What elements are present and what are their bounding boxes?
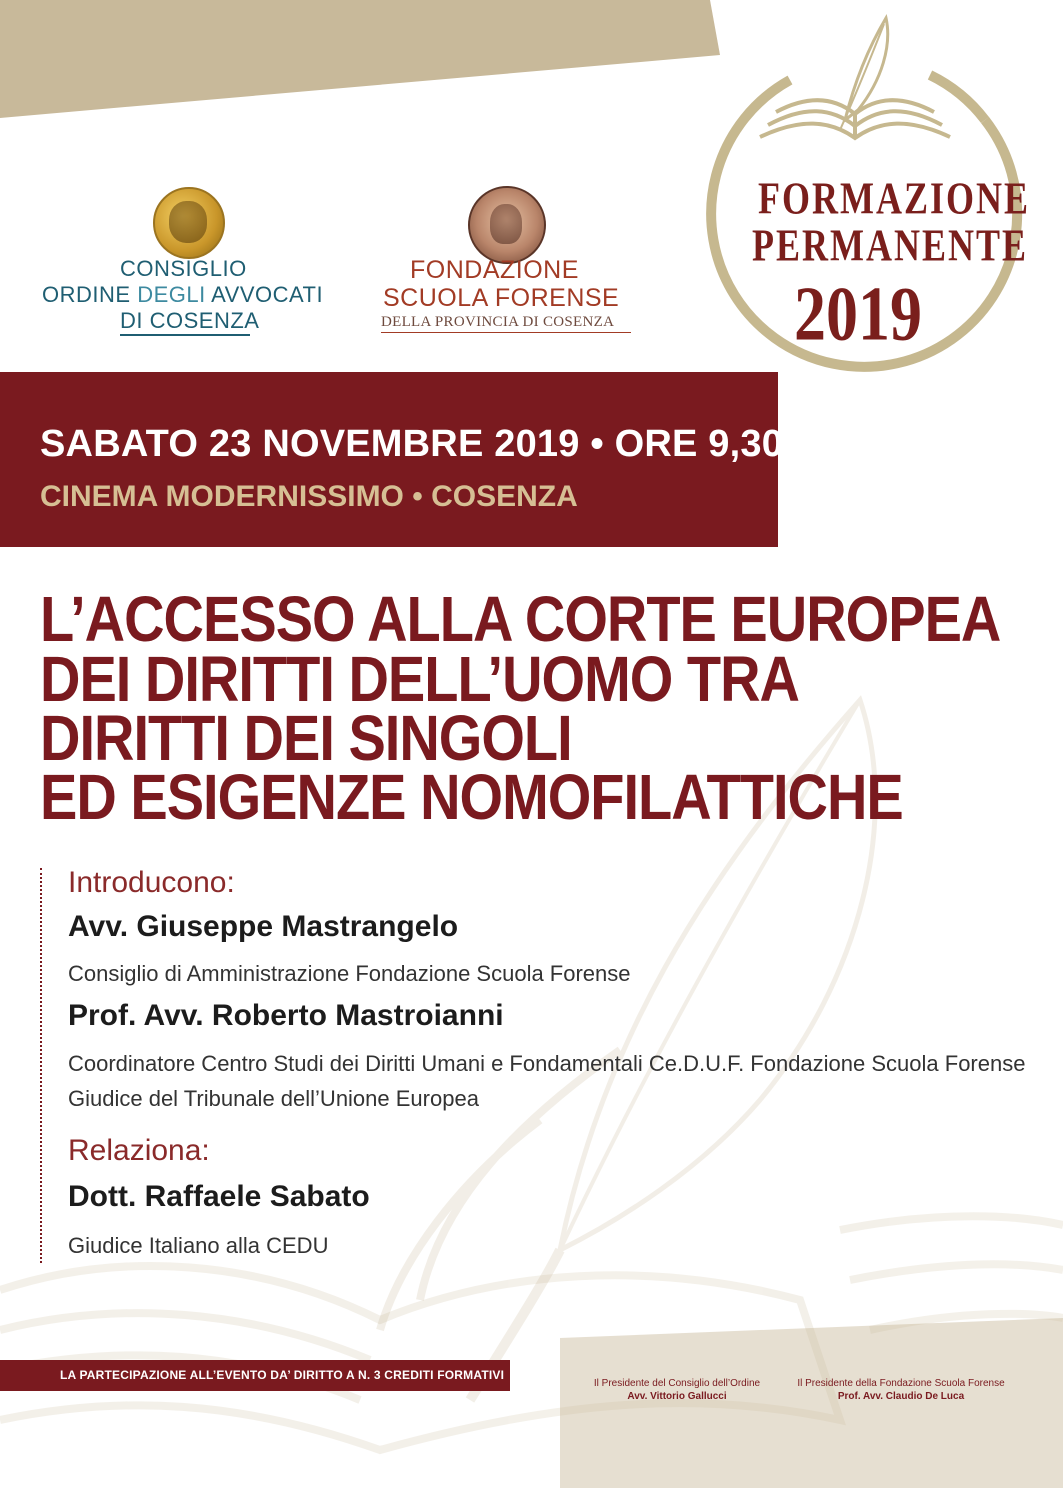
speaker3-name: Dott. Raffaele Sabato (68, 1180, 370, 1213)
speakers-dotted-rule (40, 868, 42, 1263)
speaker2-role-line2: Giudice del Tribunale dell’Unione Europea (68, 1086, 479, 1111)
intro-heading: Introducono: (68, 866, 235, 899)
relazione-heading: Relaziona: (68, 1134, 210, 1167)
fondazione-seal-icon (468, 186, 546, 264)
event-title-line1: L’ACCESSO ALLA CORTE EUROPEA (40, 582, 1001, 655)
speaker1-role: Consiglio di Amministrazione Fondazione Scuola Forense (68, 961, 631, 986)
event-venue: CINEMA MODERNISSIMO • COSENZA (40, 480, 578, 513)
bottom-stripe (560, 1318, 1063, 1488)
signature-fondazione-role: Il Presidente della Fondazione Scuola Forense (797, 1378, 1005, 1389)
badge-line1: FORMAZIONE (758, 173, 1030, 224)
badge-line2: PERMANENTE (752, 220, 1029, 271)
speaker1-name: Avv. Giuseppe Mastrangelo (68, 910, 459, 943)
event-title-line2: DEI DIRITTI DELL’UOMO TRA (40, 642, 799, 715)
signature-fondazione-name: Prof. Avv. Claudio De Luca (837, 1391, 965, 1402)
ordine-logo-word-degli: DEGLI (137, 282, 206, 307)
speaker2-name: Prof. Avv. Roberto Mastroianni (68, 999, 504, 1032)
speaker3-role: Giudice Italiano alla CEDU (68, 1233, 329, 1258)
signature-fondazione (796, 1378, 1006, 1402)
signature-ordine-role: Il Presidente del Consiglio dell’Ordine (593, 1378, 761, 1389)
top-stripe (0, 0, 720, 118)
ordine-logo-line3: DI COSENZA (120, 308, 260, 333)
event-title-line4: ED ESIGENZE NOMOFILATTICHE (40, 760, 903, 833)
fondazione-logo-line2: SCUOLA FORENSE (383, 284, 620, 312)
signature-ordine-name: Avv. Vittorio Gallucci (627, 1391, 727, 1402)
fondazione-logo-rule (381, 332, 631, 333)
ordine-logo-word-ordine: ORDINE (42, 282, 138, 307)
ordine-logo-line1: CONSIGLIO (120, 256, 247, 281)
speaker2-role-line1: Coordinatore Centro Studi dei Diritti Umani e Fondamentali Ce.D.U.F. Fondazione Scuola Forense (68, 1051, 1026, 1076)
event-date-time: SABATO 23 NOVEMBRE 2019 • ORE 9,30 (40, 423, 784, 465)
ordine-seal-icon (153, 187, 225, 259)
signature-ordine (582, 1378, 772, 1402)
credits-text: LA PARTECIPAZIONE ALL’EVENTO DA’ DIRITTO A N. 3 CREDITI FORMATIVI (60, 1368, 505, 1382)
fondazione-logo-line1: FONDAZIONE (410, 256, 579, 284)
badge-year: 2019 (794, 271, 922, 357)
ordine-logo-line2 (42, 282, 323, 308)
ordine-logo-underline (120, 334, 250, 336)
event-title-line3: DIRITTI DEI SINGOLI (40, 701, 572, 774)
fondazione-logo-line3: DELLA PROVINCIA DI COSENZA (381, 314, 615, 330)
ordine-logo-word-avvocati: AVVOCATI (205, 282, 324, 307)
